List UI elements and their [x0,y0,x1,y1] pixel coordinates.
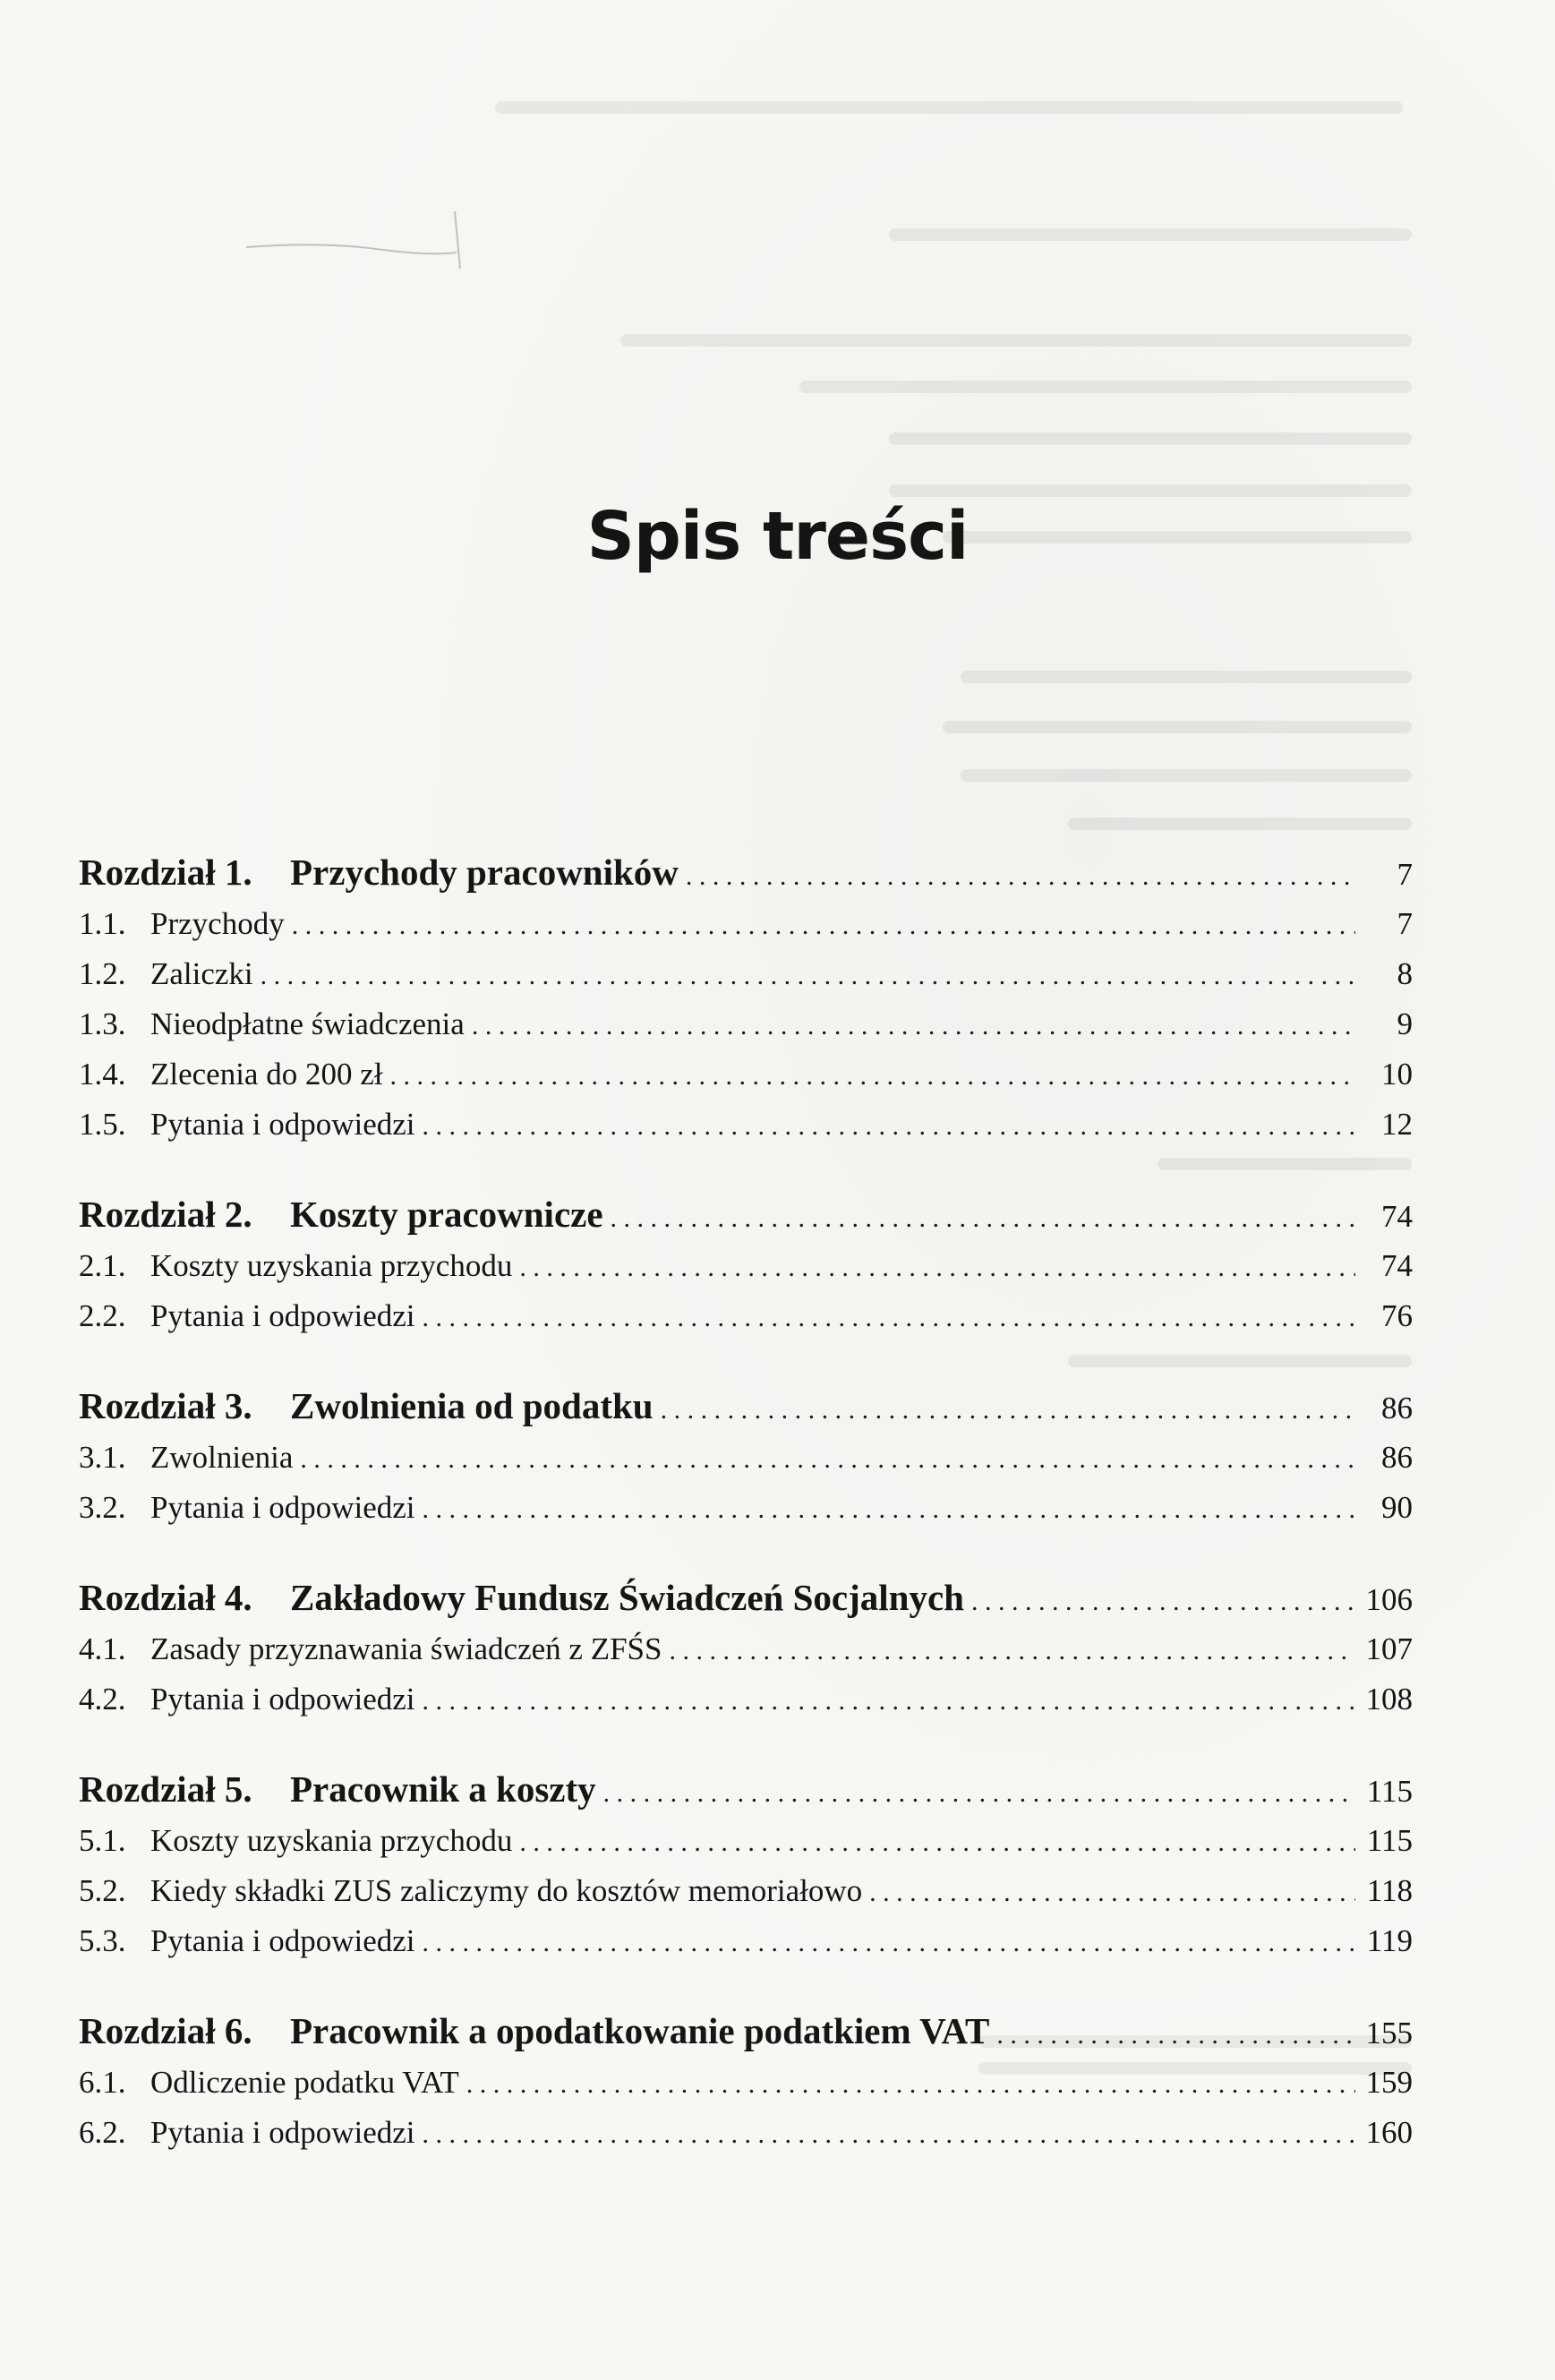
toc-chapter-1 [79,851,1413,1157]
toc-section[interactable] [79,2115,1413,2165]
toc-section[interactable] [79,1057,1413,1107]
page-number: 108 [1365,1682,1413,1717]
dot-leader [971,1587,1355,1617]
chapter-title: Zwolnienia od podatku [290,1385,654,1426]
toc-chapter-2 [79,1193,1413,1348]
page-number: 7 [1397,857,1413,892]
section-number: 4.1. [79,1631,126,1666]
table-of-contents [79,851,1413,2201]
page-number: 9 [1397,1006,1413,1041]
page-number: 115 [1366,1823,1413,1858]
dot-leader [603,1778,1355,1809]
section-title: Pytania i odpowiedzi [150,2115,415,2150]
chapter-title: Pracownik a opodatkowanie podatkiem VAT [290,2010,990,2051]
dot-leader [423,1494,1355,1525]
section-number: 1.5. [79,1107,126,1142]
section-number: 1.4. [79,1057,126,1092]
toc-section[interactable] [79,1440,1413,1490]
dot-leader [996,2020,1355,2050]
section-title: Odliczenie podatku VAT [150,2065,459,2100]
page-number: 107 [1365,1631,1413,1666]
toc-chapter-5 [79,1768,1413,1973]
section-title: Nieodpłatne świadczenia [150,1006,465,1041]
page-number: 74 [1381,1199,1413,1234]
dot-leader [389,1061,1355,1092]
dot-leader [300,1444,1355,1475]
toc-chapter-heading[interactable] [79,1193,1413,1245]
section-title: Koszty uzyskania przychodu [150,1823,513,1858]
toc-chapter-3 [79,1384,1413,1540]
section-number: 5.2. [79,1873,126,1908]
section-number: 5.3. [79,1923,126,1958]
section-title: Zasady przyznawania świadczeń z ZFŚS [150,1631,662,1666]
dot-leader [611,1203,1355,1234]
dot-leader [423,1111,1355,1142]
dot-leader [423,1928,1355,1958]
toc-section[interactable] [79,1923,1413,1973]
section-number: 1.3. [79,1006,126,1041]
chapter-number: Rozdział 1. [79,852,252,893]
dot-leader [423,2119,1355,2150]
page-number: 10 [1381,1057,1413,1092]
dot-leader [292,911,1355,941]
toc-section[interactable] [79,1490,1413,1540]
dot-leader [519,1253,1355,1283]
section-title: Pytania i odpowiedzi [150,1107,415,1142]
section-title: Przychody [150,906,285,941]
section-number: 3.1. [79,1440,126,1475]
section-number: 2.1. [79,1248,126,1283]
section-title: Kiedy składki ZUS zaliczymy do kosztów memoriałowo [150,1873,863,1908]
section-title: Zwolnienia [150,1440,294,1475]
page-number: 115 [1366,1774,1413,1809]
toc-section[interactable] [79,1248,1413,1298]
toc-chapter-heading[interactable] [79,851,1413,903]
page-title: Spis treści [586,498,969,575]
dot-leader [423,1303,1355,1333]
toc-section[interactable] [79,1823,1413,1873]
dot-leader [472,1011,1355,1041]
toc-section[interactable] [79,1631,1413,1682]
dot-leader [466,2069,1355,2100]
toc-section[interactable] [79,906,1413,956]
section-number: 5.1. [79,1823,126,1858]
toc-chapter-6 [79,2009,1413,2165]
page-number: 76 [1381,1298,1413,1333]
toc-chapter-heading[interactable] [79,1576,1413,1628]
section-title: Pytania i odpowiedzi [150,1923,415,1958]
section-number: 4.2. [79,1682,126,1717]
page-number: 159 [1365,2065,1413,2100]
dot-leader [661,1395,1355,1425]
chapter-number: Rozdział 2. [79,1194,252,1235]
toc-section[interactable] [79,1298,1413,1348]
section-number: 1.2. [79,956,126,991]
chapter-number: Rozdział 5. [79,1768,252,1810]
dot-leader [869,1878,1355,1908]
page-number: 8 [1397,956,1413,991]
toc-section[interactable] [79,1682,1413,1732]
dot-leader [686,861,1355,892]
page-number: 155 [1365,2016,1413,2050]
section-title: Zaliczki [150,956,253,991]
dot-leader [669,1636,1355,1666]
toc-chapter-heading[interactable] [79,1384,1413,1436]
chapter-title: Przychody pracowników [290,852,679,893]
toc-section[interactable] [79,956,1413,1006]
chapter-title: Pracownik a koszty [290,1768,596,1810]
toc-chapter-4 [79,1576,1413,1732]
page-number: 118 [1366,1873,1413,1908]
section-title: Pytania i odpowiedzi [150,1490,415,1525]
toc-section[interactable] [79,1873,1413,1923]
section-number: 1.1. [79,906,126,941]
page-number: 86 [1381,1440,1413,1475]
section-title: Pytania i odpowiedzi [150,1682,415,1717]
page-number: 119 [1366,1923,1413,1958]
section-title: Koszty uzyskania przychodu [150,1248,513,1283]
section-number: 6.1. [79,2065,126,2100]
chapter-number: Rozdział 3. [79,1385,252,1426]
page-number: 7 [1397,906,1413,941]
page-number: 106 [1365,1582,1413,1617]
page-number: 86 [1381,1391,1413,1425]
toc-section[interactable] [79,1107,1413,1157]
section-number: 6.2. [79,2115,126,2150]
chapter-number: Rozdział 6. [79,2010,252,2051]
page-number: 90 [1381,1490,1413,1525]
dot-leader [519,1828,1355,1858]
toc-section[interactable] [79,1006,1413,1057]
dot-leader [261,961,1355,991]
chapter-title: Koszty pracownicze [290,1194,603,1235]
page-number: 160 [1365,2115,1413,2150]
chapter-number: Rozdział 4. [79,1577,252,1618]
page-number: 12 [1381,1107,1413,1142]
page-number: 74 [1381,1248,1413,1283]
toc-chapter-heading[interactable] [79,2009,1413,2061]
section-title: Pytania i odpowiedzi [150,1298,415,1333]
chapter-title: Zakładowy Fundusz Świadczeń Socjalnych [290,1577,964,1618]
toc-section[interactable] [79,2065,1413,2115]
toc-chapter-heading[interactable] [79,1768,1413,1819]
section-number: 2.2. [79,1298,126,1333]
section-number: 3.2. [79,1490,126,1525]
section-title: Zlecenia do 200 zł [150,1057,383,1092]
dot-leader [423,1686,1355,1717]
